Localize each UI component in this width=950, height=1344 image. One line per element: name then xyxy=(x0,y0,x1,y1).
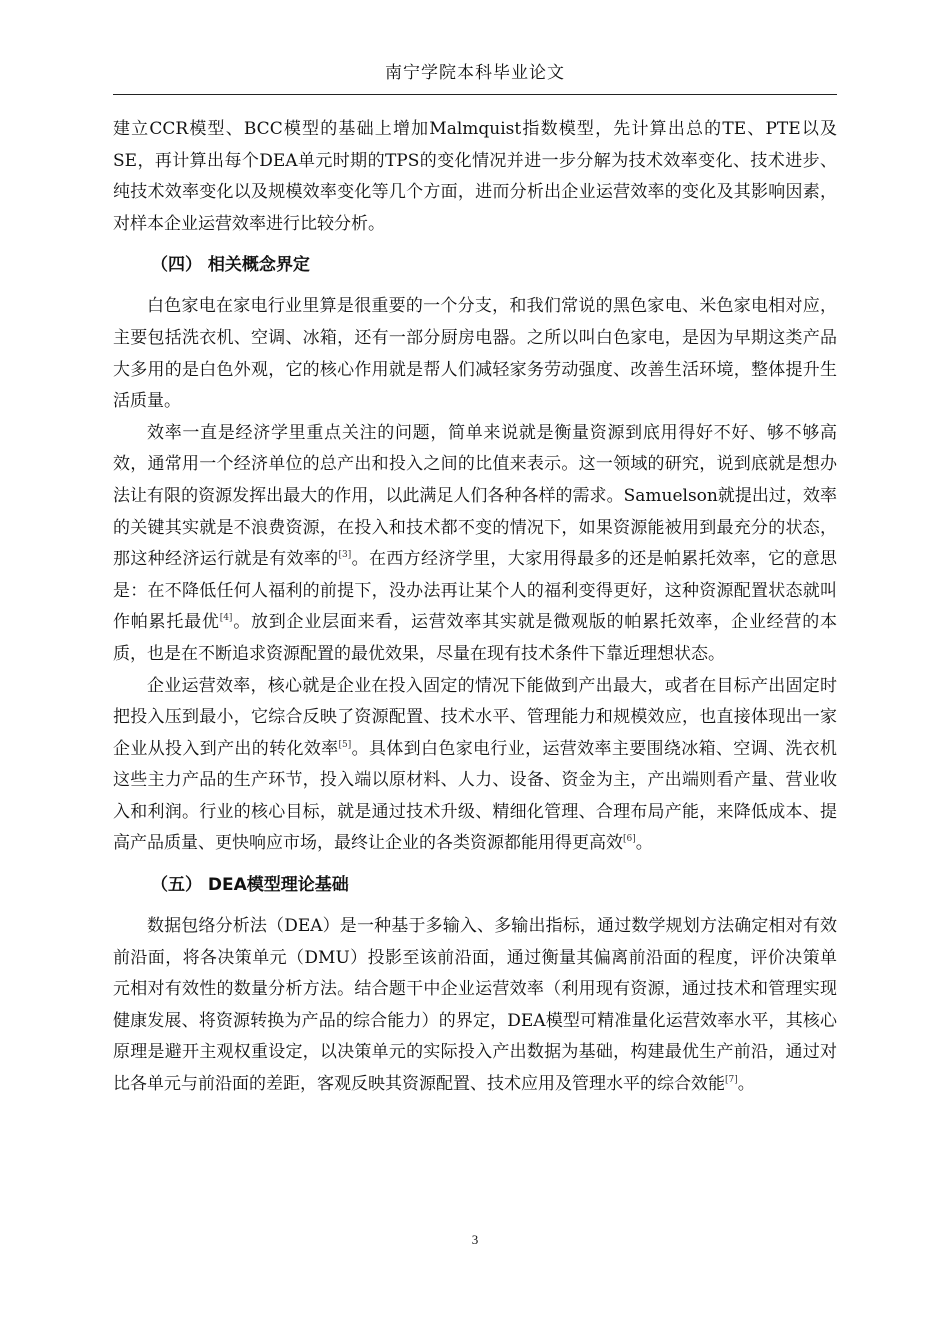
citation-ref: [3] xyxy=(338,550,352,561)
paragraph xyxy=(113,418,837,671)
page-number: 3 xyxy=(471,1232,479,1247)
citation-ref: [5] xyxy=(338,739,352,750)
paragraph: 白色家电在家电行业里算是很重要的一个分支，和我们常说的黑色家电、米色家电相对应，主要包括洗衣机、空调、冰箱，还有一部分厨房电器。之所以叫白色家电，是因为早期这类产品大多用的是白色外观，它的核心作用就是帮人们减轻家务劳动强度、改善生活环境，整体提升生活质量。 xyxy=(113,296,837,412)
running-header: 南宁学院本科毕业论文 xyxy=(385,63,565,83)
citation-ref: [4] xyxy=(219,613,233,624)
paragraph-text: 。 xyxy=(737,1074,755,1095)
paragraph-text: 。 xyxy=(635,833,653,854)
paragraph-text: 效率一直是经济学里重点关注的问题，简单来说就是衡量资源到底用得好不好、够不够高效，通常用一个经济单位的总产出和投入之间的比值来表示。这一领域的研究，说到底就是想办法让有限的资源发挥出最大的作用，以此满足人们各种各样的需求。Samuelson就提出过，效率的关键其实就是不浪费资源，在投入和技术都不变的情况下，如果资源能被用到最充分的状态，那这种经济运行就是有效率的 xyxy=(113,422,837,570)
paragraph: 建立CCR模型、BCC模型的基础上增加Malmquist指数模型，先计算出总的TE、PTE以及SE，再计算出每个DEA单元时期的TPS的变化情况并进一步分解为技术效率变化、技术进步、纯技术效率变化以及规模效率变化等几个方面，进而分析出企业运营效率的变化及其影响因素，对样本企业运营效率进行比较分析。 xyxy=(113,119,837,234)
paragraph xyxy=(113,911,837,1101)
paragraph-text: 。在西方经济学里，大家用得最多的还是帕累托效率，它的意思是：在不降低任何人福利的前提下，没办法再让某个人的福利变得更好，这种资源配置状态就叫作帕累托最优 xyxy=(113,549,838,633)
paragraph-text: 企业运营效率，核心就是企业在投入固定的情况下能做到产出最大，或者在目标产出固定时把投入压到最小，它综合反映了资源配置、技术水平、管理能力和规模效应，也直接体现出一家企业从投入到产出的转化效率 xyxy=(113,675,837,759)
paragraph-text: 。具体到白色家电行业，运营效率主要围绕冰箱、空调、洗衣机这些主力产品的生产环节，投入端以原材料、人力、设备、资金为主，产出端则看产量、营业收入和利润。行业的核心目标，就是通过技术升级、精细化管理、合理布局产能，来降低成本、提高产品质量、更快响应市场，最终让企业的各类资源都能用得更高效 xyxy=(113,738,838,854)
citation-ref: [6] xyxy=(623,834,636,845)
paragraph-text: 数据包络分析法（DEA）是一种基于多输入、多输出指标，通过数学规划方法确定相对有效前沿面，将各决策单元（DMU）投影至该前沿面，通过衡量其偏离前沿面的程度，评价决策单元相对有效性的数量分析方法。结合题干中企业运营效率（利用现有资源，通过技术和管理实现健康发展、将资源转换为产品的综合能力）的界定，DEA模型可精准量化运营效率水平，其核心原理是避开主观权重设定，以决策单元的实际投入产出数据为基础，构建最优生产前沿，通过对比各单元与前沿面的差距，客观反映其资源配置、技术应用及管理水平的综合效能 xyxy=(113,916,837,1095)
section-heading: （五） DEA模型理论基础 xyxy=(151,875,349,896)
paragraph-text: 。放到企业层面来看，运营效率其实就是微观版的帕累托效率，企业经营的本质，也是在不断追求资源配置的最优效果，尽量在现有技术条件下靠近理想状态。 xyxy=(113,612,837,664)
header-rule xyxy=(113,94,837,95)
citation-ref: [7] xyxy=(725,1075,738,1086)
section-heading: （四） 相关概念界定 xyxy=(151,255,310,276)
body-text xyxy=(113,114,837,1101)
paragraph xyxy=(113,671,837,861)
